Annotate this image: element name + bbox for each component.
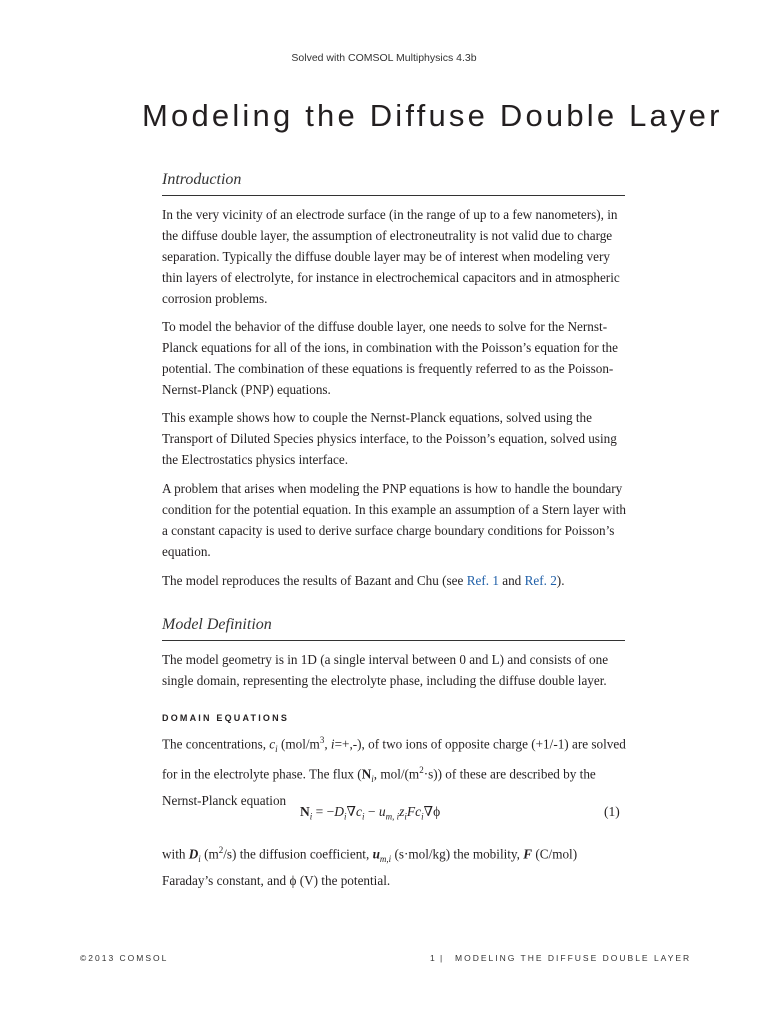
footer-running-title: MODELING THE DIFFUSE DOUBLE LAYER xyxy=(455,953,692,963)
model-paragraph-1: The model geometry is in 1D (a single interval between 0 and L) and consists of one single domain, representing the electrolyte phase, including the diffuse double layer. xyxy=(162,652,609,688)
equation-number: (1) xyxy=(604,804,620,819)
footer-page-number: 1 xyxy=(430,953,437,963)
ref-2-link[interactable]: Ref. 2 xyxy=(524,573,557,588)
model-definition-heading: Model Definition xyxy=(162,616,625,641)
page-title: Modeling the Diffuse Double Layer xyxy=(142,98,723,133)
intro-paragraph-1: In the very vicinity of an electrode surface (in the range of up to a few nanometers), in the diffuse double layer, the assumption of electroneutrality is not valid due to charge separation. Typically the diffuse double layer may be of interest when modeling very thin layers of electrolyte, for instance in electrochemical capacitors and in atmospheric corrosion problems. xyxy=(162,207,620,306)
model-paragraph-2: The concentrations, $c_i$ ($mol/m^3$, i=+,-), of two ions of opposite charge (+1/-1) are solved for in the electrolyte phase. The flux ($N_i$, mol/$(m^2\cdot s)$) of these are described by the Nernst-Planck equation xyxy=(162,735,626,809)
intro-paragraph-2: To model the behavior of the diffuse double layer, one needs to solve for the Nernst-Planck equations for all of the ions, in combination with the Poisson’s equation for the potential. The combination of these equations is frequently referred to as the Poisson-Nernst-Planck (PNP) equations. xyxy=(162,319,618,397)
intro-paragraph-3: This example shows how to couple the Nernst-Planck equations, solved using the Transport of Diluted Species physics interface, to the Poisson’s equation, solved using the Electrostatics physics interface. xyxy=(162,410,617,467)
footer-separator: | xyxy=(440,953,445,963)
footer-copyright: ©2013 COMSOL xyxy=(80,953,169,963)
software-note: Solved with COMSOL Multiphysics 4.3b xyxy=(291,52,477,64)
nernst-planck-equation: $N_i = -D_i\nabla c_i - u_{m, i}z_iFc_i\nabla\phi$ xyxy=(300,804,441,822)
introduction-heading: Introduction xyxy=(162,171,625,196)
domain-equations-subheading: DOMAIN EQUATIONS xyxy=(162,713,290,723)
intro-paragraph-4: A problem that arises when modeling the PNP equations is how to handle the boundary condition for the potential equation. In this example an assumption of a Stern layer with a constant capacity is used to derive surface charge boundary conditions for Poisson’s equation. xyxy=(162,481,627,559)
ref-1-link[interactable]: Ref. 1 xyxy=(466,573,499,588)
intro-paragraph-5: The model reproduces the results of Bazant and Chu (see Ref. 1 and Ref. 2). xyxy=(162,573,565,588)
model-paragraph-3: with $D_i$ $(m^2/s)$ the diffusion coefficient, $u_{m,i}$ (s·mol/kg) the mobility, F (C/mol) Faraday’s constant, and ϕ (V) the potential. xyxy=(162,845,578,889)
